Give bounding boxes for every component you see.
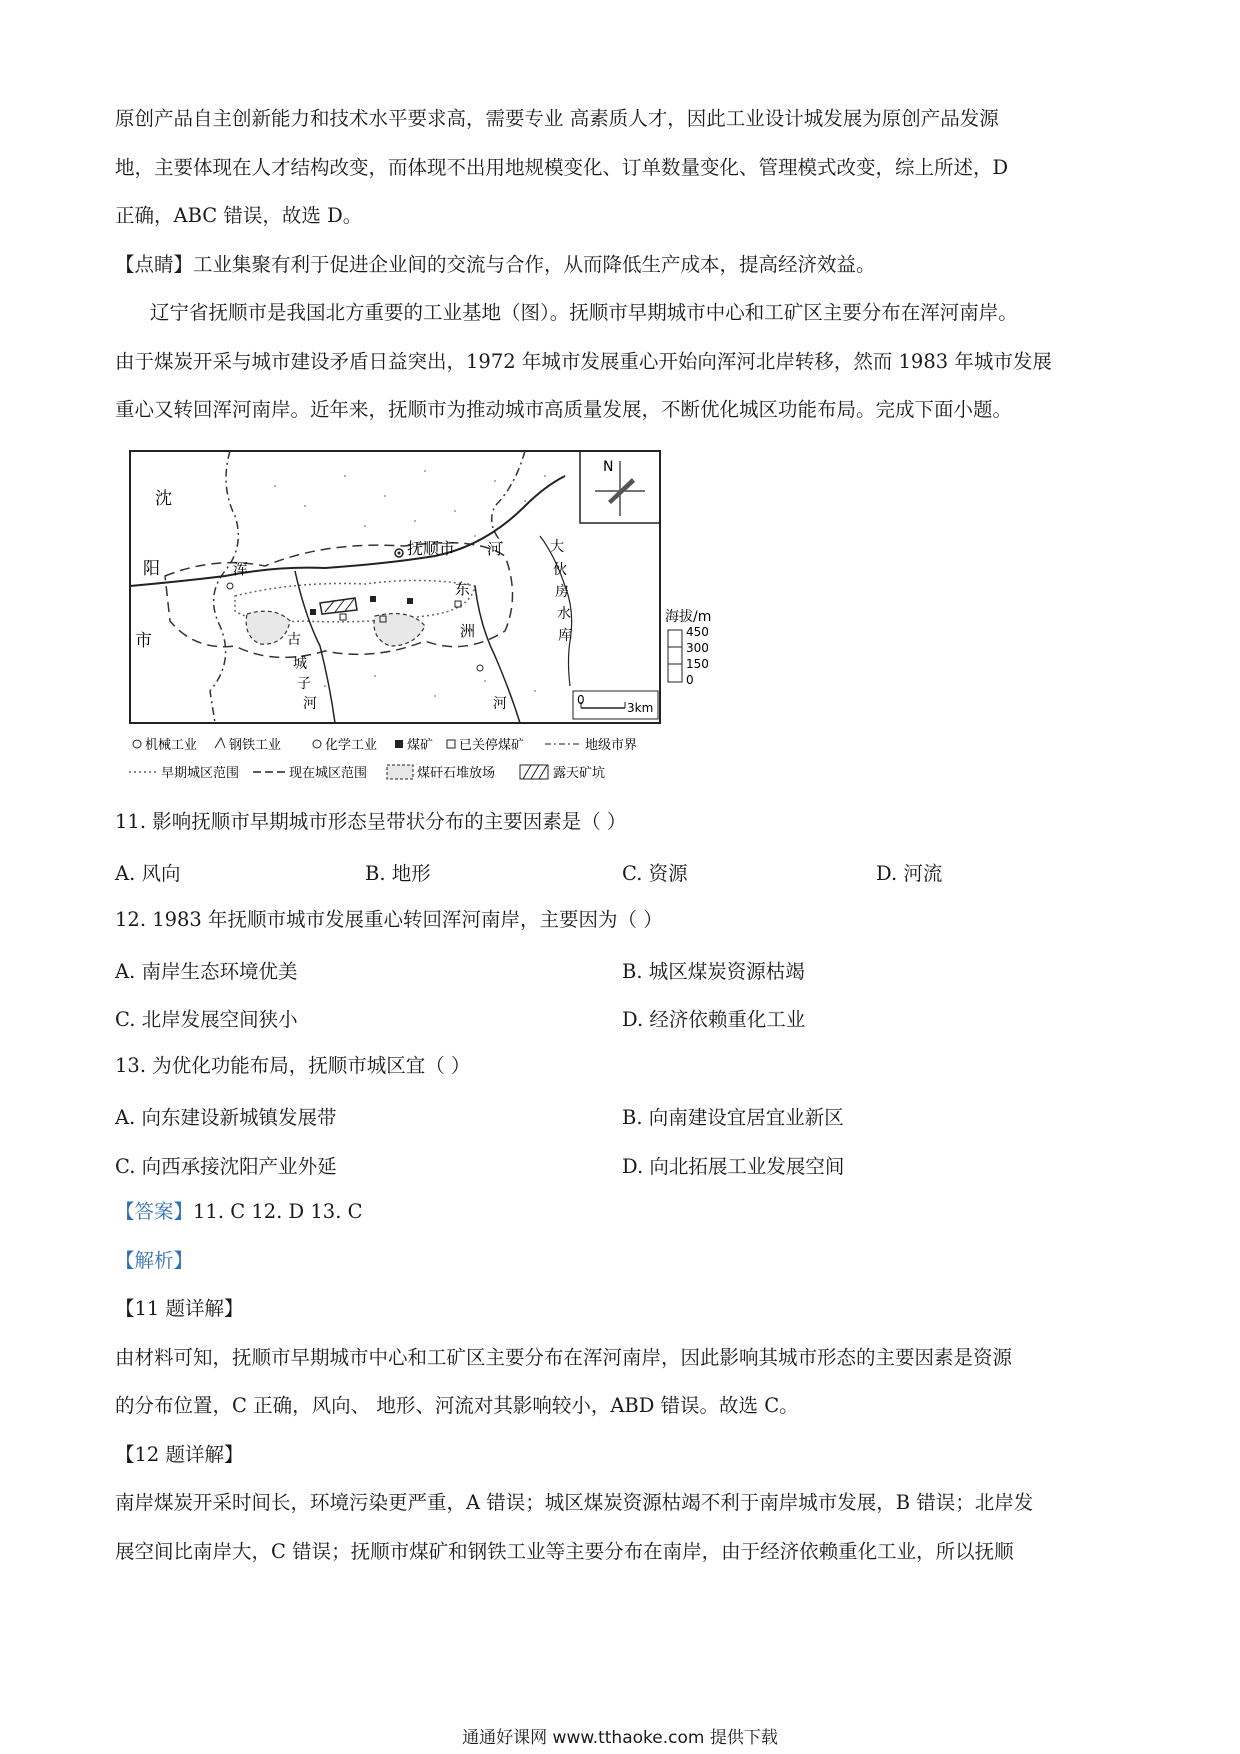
map-label-shui: 水 <box>557 606 571 622</box>
map-label-he-3: 河 <box>493 696 507 712</box>
q12-option-b[interactable]: B. 城区煤炭资源枯竭 <box>622 960 805 983</box>
elevation-tick: 0 <box>686 673 694 687</box>
chemical-icon <box>313 740 321 748</box>
q11-option-a[interactable]: A. 风向 <box>115 862 181 885</box>
elevation-tick: 150 <box>686 657 709 671</box>
q13-option-b[interactable]: B. 向南建设宜居宜业新区 <box>622 1106 844 1129</box>
q11-option-b[interactable]: B. 地形 <box>365 862 431 885</box>
north-label: N <box>603 459 614 475</box>
elevation-tick: 300 <box>686 641 709 655</box>
legend-closed-mine: 已关停煤矿 <box>459 738 525 753</box>
jiexi-label: 【解析】 <box>115 1249 194 1272</box>
q13-option-a[interactable]: A. 向东建设新城镇发展带 <box>115 1106 337 1129</box>
material-line1: 辽宁省抚顺市是我国北方重要的工业基地（图）。抚顺市早期城市中心和工矿区主要分布在浑河南岸。 <box>150 301 1018 324</box>
footer-credit: 通通好课网 www.tthaoke.com 提供下载 <box>462 1728 778 1748</box>
q11-stem: 11. 影响抚顺市早期城市形态呈带状分布的主要因素是（ ） <box>115 810 627 833</box>
legend-machinery: 机械工业 <box>145 738 198 753</box>
para1-line3: 正确，ABC 错误，故选 D。 <box>115 204 363 227</box>
closed-mine-marker <box>455 601 461 607</box>
coal-mine-marker <box>370 596 376 602</box>
coal-mine-marker <box>407 598 413 604</box>
machinery-icon <box>133 740 141 748</box>
machinery-marker <box>227 583 233 589</box>
dianjing-note: 【点睛】工业集聚有利于促进企业间的交流与合作，从而降低生产成本，提高经济效益。 <box>115 253 876 276</box>
legend-gangue: 煤矸石堆放场 <box>417 766 496 781</box>
map-label-zi: 子 <box>297 676 311 692</box>
material-line3: 重心又转回浑河南岸。近年来，抚顺市为推动城市高质量发展，不断优化城区功能布局。完成下面小题。 <box>115 398 1013 421</box>
q11-option-d[interactable]: D. 河流 <box>876 862 943 885</box>
map-label-da: 大 <box>550 539 564 555</box>
map-label-gu: 古 <box>287 632 301 648</box>
legend-open-pit: 露天矿坑 <box>553 766 606 781</box>
scale-zero: 0 <box>577 693 585 707</box>
coal-mine-icon <box>395 740 403 748</box>
d12-line1: 南岸煤炭开采时间长，环境污染更严重，A 错误；城区煤炭资源枯竭不利于南岸城市发展，B 错误；北岸发 <box>115 1491 1034 1514</box>
map-label-fushun: 抚顺市 <box>407 539 456 558</box>
map-label-yang: 阳 <box>143 559 160 579</box>
elevation-tick: 450 <box>686 625 709 639</box>
hun-river <box>130 476 565 586</box>
coal-mine-marker <box>310 609 316 615</box>
map-label-shi: 市 <box>135 631 152 651</box>
map-label-ku: 库 <box>558 628 572 644</box>
legend-current-range: 现在城区范围 <box>289 766 368 781</box>
map-label-zhou: 洲 <box>460 622 476 640</box>
fushun-map <box>125 446 725 791</box>
map-label-dong: 东 <box>455 580 471 598</box>
map-label-cheng: 城 <box>293 656 307 672</box>
gangue-dump-east <box>374 614 425 646</box>
legend-early-range: 早期城区范围 <box>161 766 240 781</box>
para1-line1: 原创产品自主创新能力和技术水平要求高，需要专业 高素质人才，因此工业设计城发展为原创产品发源 <box>115 107 999 130</box>
material-line2: 由于煤炭开采与城市建设矛盾日益突出，1972 年城市发展重心开始向浑河北岸转移，然而 1983 年城市发展 <box>115 350 1052 373</box>
d11-line2: 的分布位置，C 正确，风向、 地形、河流对其影响较小，ABD 错误。故选 C。 <box>115 1394 799 1417</box>
q13-option-d[interactable]: D. 向北拓展工业发展空间 <box>622 1155 845 1178</box>
scale-3km: 3km <box>627 701 654 715</box>
city-boundary-north <box>492 451 525 546</box>
q13-stem: 13. 为优化功能布局，抚顺市城区宜（ ） <box>115 1054 471 1077</box>
legend-coal-mine: 煤矿 <box>407 738 434 753</box>
q12-option-d[interactable]: D. 经济依赖重化工业 <box>622 1008 806 1031</box>
answer-text: 11. C 12. D 13. C <box>193 1200 363 1223</box>
legend-chemical: 化学工业 <box>325 738 378 753</box>
d12-line2: 展空间比南岸大，C 错误；抚顺市煤矿和钢铁工业等主要分布在南岸，由于经济依赖重化工业，所以抚顺 <box>115 1540 1014 1563</box>
chemical-marker <box>477 665 483 671</box>
answer-row <box>115 1199 363 1225</box>
gangue-icon <box>387 765 413 779</box>
q12-option-c[interactable]: C. 北岸发展空间狭小 <box>115 1008 298 1031</box>
gangue-dump-west <box>246 611 290 644</box>
q13-option-c[interactable]: C. 向西承接沈阳产业外延 <box>115 1155 337 1178</box>
legend-steel: 钢铁工业 <box>229 738 282 753</box>
d11-line1: 由材料可知，抚顺市早期城市中心和工矿区主要分布在浑河南岸，因此影响其城市形态的主要因素是资源 <box>115 1346 1013 1369</box>
map-label-hun: 浑 <box>233 560 249 578</box>
legend-boundary: 地级市界 <box>585 738 638 753</box>
closed-mine-icon <box>447 740 455 748</box>
steel-icon <box>215 738 225 748</box>
q12-stem: 12. 1983 年抚顺市城市发展重心转回浑河南岸，主要因为（ ） <box>115 908 663 931</box>
map-label-he-1: 河 <box>487 540 503 558</box>
map-label-huo: 伙 <box>553 562 567 578</box>
d11-title: 【11 题详解】 <box>115 1297 244 1320</box>
q11-option-c[interactable]: C. 资源 <box>622 862 688 885</box>
elevation-title: 海拔/m <box>665 609 712 625</box>
city-boundary-west <box>210 451 238 723</box>
map-label-he-2: 河 <box>303 696 317 712</box>
d12-title: 【12 题详解】 <box>115 1443 244 1466</box>
map-label-shen: 沈 <box>155 489 172 509</box>
answer-label: 【答案】 <box>115 1200 194 1223</box>
q12-option-a[interactable]: A. 南岸生态环境优美 <box>115 960 298 983</box>
para1-line2: 地，主要体现在人才结构改变，而体现不出用地规模变化、订单数量变化、管理模式改变，综上所述，D <box>115 156 1009 179</box>
closed-mine-marker <box>340 614 346 620</box>
map-label-fang: 房 <box>555 584 569 600</box>
elevation-bar <box>668 630 682 682</box>
